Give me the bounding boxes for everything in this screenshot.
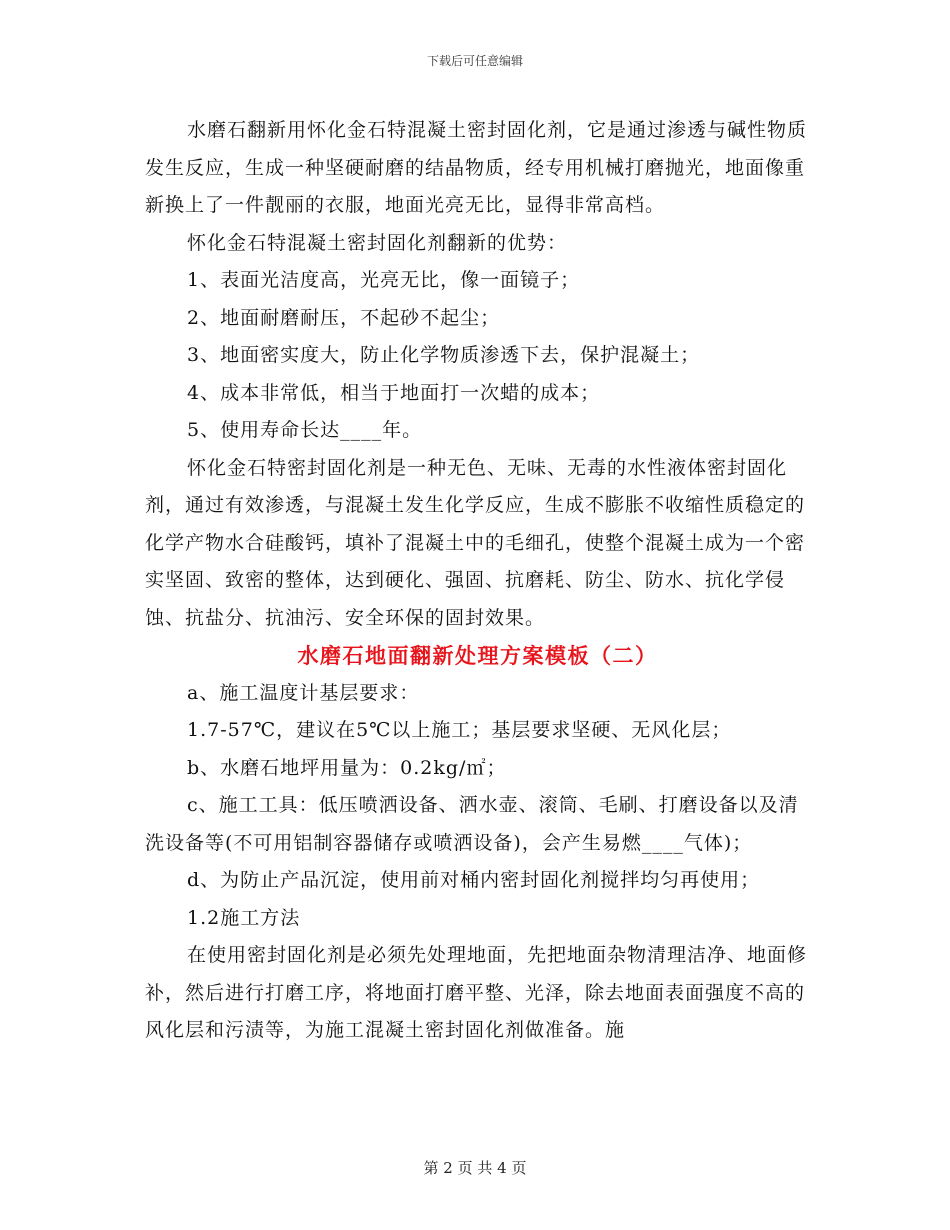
section-heading: 水磨石地面翻新处理方案模板（二） [297,643,658,668]
method-paragraph: 在使用密封固化剂是必须先处理地面，先把地面杂物清理洁净、地面修补，然后进行打磨工序，将地面打磨平整、光泽，除去地面表面强度不高的风化层和污渍等，为施工混凝土密封固化剂做准备。施 [145,944,808,1041]
requirement-a: a、施工温度计基层要求： [187,681,420,704]
advantage-item-2: 2、地面耐磨耐压，不起砂不起尘； [187,306,501,329]
sealer-description-paragraph: 怀化金石特密封固化剂是一种无色、无味、无毒的水性液体密封固化剂，通过有效渗透，与混凝土发生化学反应，生成不膨胀不收缩性质稳定的化学产物水合硅酸钙，填补了混凝土中的毛细孔，使整个混凝土成为一个密实坚固、致密的整体，达到硬化、强固、抗磨耗、防尘、防水、抗化学侵蚀、抗盐分、抗油污、安全环保的固封效果。 [145,456,806,629]
advantage-item-5: 5、使用寿命长达____年。 [187,419,423,441]
intro-paragraph: 水磨石翻新用怀化金石特混凝土密封固化剂，它是通过渗透与碱性物质发生反应，生成一种坚硬耐磨的结晶物质，经专用机械打磨抛光，地面像重新换上了一件靓丽的衣服，地面光亮无比，显得非常高档。 [145,119,808,216]
advantage-item-1: 1、表面光洁度高，光亮无比，像一面镜子； [187,269,581,291]
advantages-intro: 怀化金石特混凝土密封固化剂翻新的优势： [187,231,568,254]
advantage-item-3: 3、地面密实度大，防止化学物质渗透下去，保护混凝土； [187,344,701,366]
subsection-title-method: 1.2施工方法 [187,906,301,929]
requirement-temperature: 1.7-57℃，建议在5℃以上施工；基层要求坚硬、无风化层； [187,719,732,741]
advantage-item-4: 4、成本非常低，相当于地面打一次蜡的成本； [187,381,601,404]
page-header: 下载后可任意编辑 [426,54,523,68]
document-body [145,112,810,1050]
page-footer: 第 2 页 共 4 页 [423,1159,527,1177]
requirement-c: c、施工工具：低压喷洒设备、洒水壶、滚筒、毛刷、打磨设备以及清洗设备等(不可用铝制容器储存或喷洒设备)，会产生易燃____气体)； [145,794,799,854]
requirement-b: b、水磨石地坪用量为：0.2kg/㎡； [187,756,507,779]
requirement-d: d、为防止产品沉淀，使用前对桶内密封固化剂搅拌均匀再使用； [187,869,761,891]
